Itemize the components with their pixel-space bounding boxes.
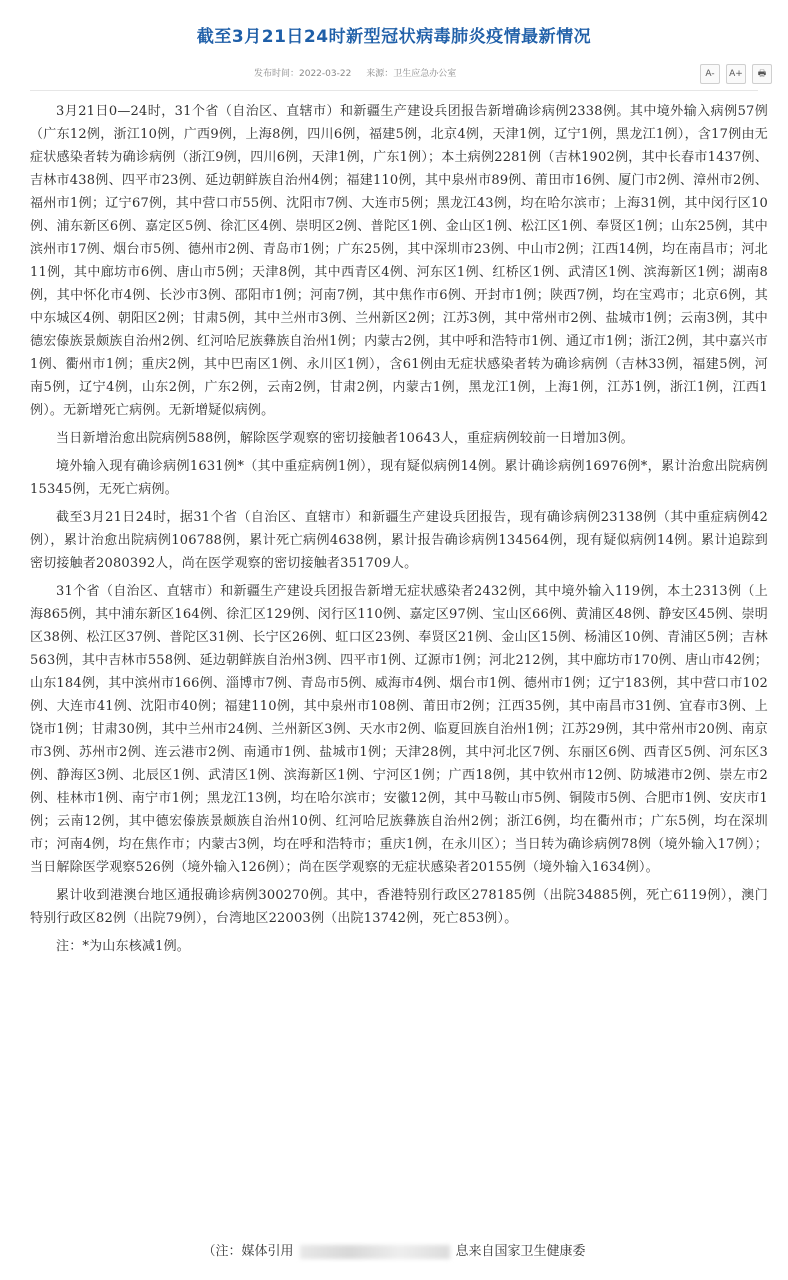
font-decrease-button[interactable]: A- (700, 64, 720, 84)
article-body (30, 100, 768, 963)
footer-note (0, 1240, 788, 1259)
paragraph: 境外输入现有确诊病例1631例*（其中重症病例1例），现有疑似病例14例。累计确诊病例16976例*，累计治愈出院病例15345例，无死亡病例。 (30, 459, 768, 497)
paragraph: 31个省（自治区、直辖市）和新疆生产建设兵团报告新增无症状感染者2432例，其中境外输入119例，本土2313例（上海865例，其中浦东新区164例、徐汇区129例、闵行区110例、嘉定区97例、宝山区66例、黄浦区48例、静安区45例、崇明区38例、松江区37例、普陀区31例、长宁区26例、虹口区23例、奉贤区21例、金山区15例、杨浦区10例、青浦区5例；吉林563例，其中吉林市558例、延边朝鲜族自治州3例、四平市1例、辽源市1例；河北212例，其中廊坊市170例、唐山市42例；山东184例，其中滨州市166例、淄博市7例、青岛市5例、威海市4例、烟台市1例、德州市1例；辽宁183例，其中营口市102例、大连市41例、沈阳市40例；福建110例，其中泉州市108例、莆田市2例；江西35例，其中南昌市31例、宜春市3例、上饶市1例；甘肃30例，其中兰州市24例、兰州新区3例、天水市2例、临夏回族自治州1例；江苏29例，其中常州市20例、南京市3例、苏州市2例、连云港市2例、南通市1例、盐城市1例；天津28例，其中河北区7例、东丽区6例、西青区5例、河东区3例、静海区3例、北辰区1例、武清区1例、滨海新区1例、宁河区1例；广西18例，其中钦州市12例、防城港市2例、崇左市2例、桂林市1例、南宁市1例；黑龙江13例，均在哈尔滨市；安徽12例，其中马鞍山市5例、铜陵市5例、合肥市1例、安庆市1例；云南12例，其中德宏傣族景颇族自治州10例、红河哈尼族彝族自治州2例；浙江6例，均在衢州市；广东5例，均在深圳市；河南4例，均在焦作市；内蒙古3例，均在呼和浩特市；重庆1例，在永川区）；当日转为确诊病例78例（境外输入17例）；当日解除医学观察526例（境外输入126例）；尚在医学观察的无症状感染者20155例（境外输入1634例）。 (30, 584, 769, 875)
header-divider (30, 90, 758, 91)
article-meta (254, 66, 468, 79)
paragraph: 截至3月21日24时，据31个省（自治区、直辖市）和新疆生产建设兵团报告，现有确诊病例23138例（其中重症病例42例），累计治愈出院病例106788例，累计死亡病例4638例，累计报告确诊病例134564例，现有疑似病例14例。累计追踪到密切接触者2080392人，尚在医学观察的密切接触者351709人。 (30, 510, 768, 571)
page-title: 截至3月21日24时新型冠状病毒肺炎疫情最新情况 (196, 27, 592, 47)
paragraph: 3月21日0—24时，31个省（自治区、直辖市）和新疆生产建设兵团报告新增确诊病例2338例。其中境外输入病例57例（广东12例，浙江10例，广西9例，上海8例，四川6例，福建5例，北京4例，天津1例，辽宁1例，黑龙江1例），含17例由无症状感染者转为确诊病例（浙江9例，四川6例，天津1例，广东1例）；本土病例2281例（吉林1902例，其中长春市1437例、吉林市438例、四平市23例、延边朝鲜族自治州4例；福建110例，其中泉州市89例、莆田市16例、厦门市2例、漳州市2例、福州市1例；辽宁67例，其中营口市55例、沈阳市7例、大连市5例；黑龙江43例，均在哈尔滨市；上海31例，其中闵行区10例、浦东新区6例、嘉定区5例、徐汇区4例、崇明区2例、普陀区1例、金山区1例、松江区1例、奉贤区1例；山东25例，其中滨州市17例、烟台市5例、德州市2例、青岛市1例；广东25例，其中深圳市23例、中山市2例；江西14例，均在南昌市；河北11例，其中廊坊市6例、唐山市5例；天津8例，其中西青区4例、河东区1例、红桥区1例、武清区1例、滨海新区1例；湖南8例，其中怀化市4例、长沙市3例、邵阳市1例；河南7例，其中焦作市6例、开封市1例；陕西7例，均在宝鸡市；北京6例，其中东城区4例、朝阳区2例；甘肃5例，其中兰州市3例、兰州新区2例；江苏3例，其中常州市2例、盐城市1例；云南3例，其中德宏傣族景颇族自治州2例、红河哈尼族彝族自治州1例；内蒙古2例，其中呼和浩特市1例、通辽市1例；浙江2例，其中嘉兴市1例、衢州市1例；重庆2例，其中巴南区1例、永川区1例），含61例由无症状感染者转为确诊病例（吉林33例，福建5例，河南5例，辽宁4例，山东2例，广东2例，云南2例，甘肃2例，内蒙古1例，黑龙江1例，上海1例，江苏1例，浙江1例，江西1例）。无新增死亡病例。无新增疑似病例。 (30, 104, 768, 418)
article-source: 来源：卫生应急办公室 (366, 69, 457, 79)
note-paragraph: 注：*为山东核减1例。 (56, 939, 190, 954)
print-icon[interactable]: 🖶 (752, 64, 772, 84)
watermark-blur (300, 1245, 450, 1259)
footer-note-start: （注：媒体引用 (202, 1244, 294, 1259)
footer-note-end: 息来自国家卫生健康委 (455, 1244, 586, 1259)
paragraph: 当日新增治愈出院病例588例，解除医学观察的密切接触者10643人，重症病例较前一日增加3例。 (56, 431, 634, 446)
article-tools (700, 64, 772, 84)
publish-time: 发布时间：2022-03-22 (254, 69, 352, 79)
font-increase-button[interactable]: A+ (726, 64, 746, 84)
paragraph: 累计收到港澳台地区通报确诊病例300270例。其中，香港特别行政区278185例（出院34885例，死亡6119例），澳门特别行政区82例（出院79例），台湾地区22003例（出院13742例，死亡853例）。 (30, 888, 768, 926)
